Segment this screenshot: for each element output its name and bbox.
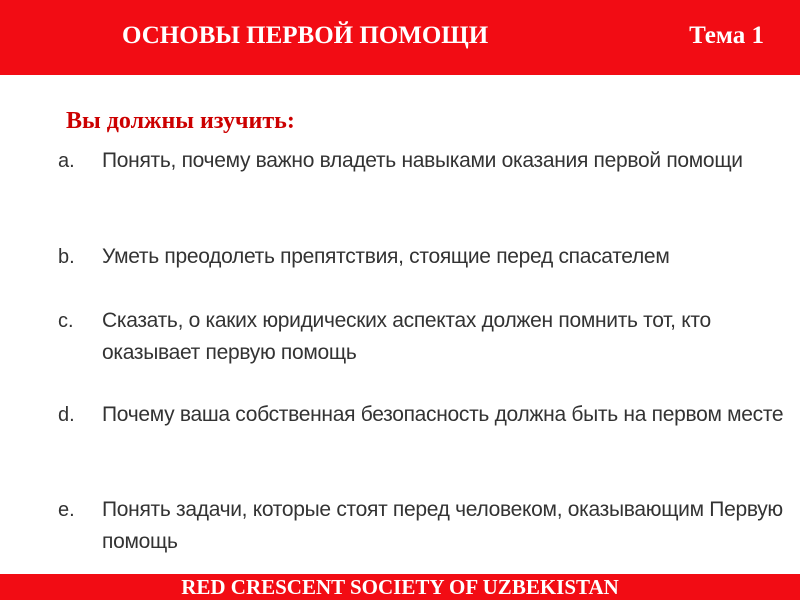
footer-bar (0, 574, 800, 600)
list-marker: d. (58, 404, 75, 426)
section-subtitle: Вы должны изучить: (66, 108, 295, 134)
list-marker: c. (58, 310, 74, 332)
topic-label: Тема 1 (689, 22, 764, 49)
list-item-text: Сказать, о каких юридических аспектах должен помнить тот, кто оказывает первую помощь (102, 309, 711, 364)
list-item-text: Понять, почему важно владеть навыками оказания первой помощи (102, 149, 743, 172)
list-marker: a. (58, 150, 75, 172)
page-title: ОСНОВЫ ПЕРВОЙ ПОМОЩИ (122, 22, 489, 49)
list-marker: e. (58, 499, 75, 521)
list-marker: b. (58, 246, 75, 268)
footer-text: RED CRESCENT SOCIETY OF UZBEKISTAN (181, 575, 619, 599)
list-item-text: Понять задачи, которые стоят перед человеком, оказывающим Первую помощь (102, 498, 783, 553)
list-item-text: Уметь преодолеть препятствия, стоящие перед спасателем (102, 245, 670, 268)
list-item-text: Почему ваша собственная безопасность должна быть на первом месте (102, 403, 784, 426)
